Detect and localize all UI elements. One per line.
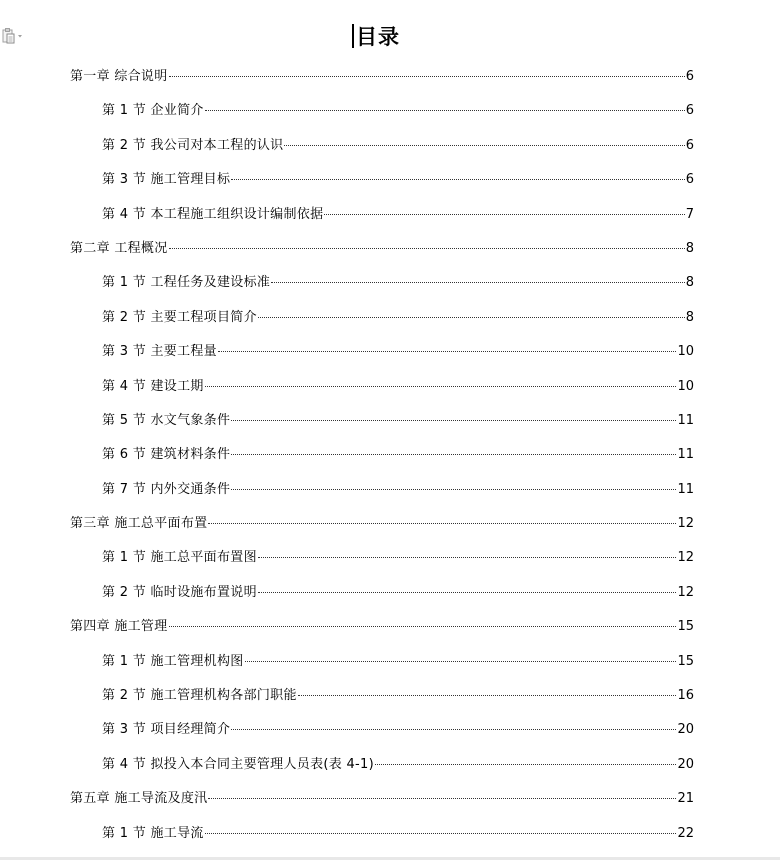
toc-entry-label: 第 3 节 施工管理目标	[102, 172, 231, 188]
title-area[interactable]	[352, 22, 400, 50]
toc-page-number: 7	[685, 206, 694, 222]
toc-entry-label: 第 2 节 我公司对本工程的认识	[102, 137, 284, 153]
toc-section-entry[interactable]	[0, 369, 780, 403]
toc-section-entry[interactable]	[0, 540, 780, 574]
toc-page-number: 15	[677, 619, 694, 635]
toc-entry-content	[102, 102, 694, 120]
toc-entry-label: 第 1 节 施工管理机构图	[102, 653, 244, 669]
toc-page-number: 11	[677, 481, 694, 497]
toc-entry-content	[102, 825, 694, 843]
toc-entry-label: 第 7 节 内外交通条件	[102, 481, 231, 497]
toc-page-number: 11	[677, 412, 694, 428]
toc-entry-label: 第 5 节 水文气象条件	[102, 412, 231, 428]
toc-page-number: 20	[677, 756, 694, 772]
toc-entry-content	[102, 137, 694, 155]
toc-entry-label: 第 3 节 主要工程量	[102, 344, 217, 360]
toc-entry-content	[102, 549, 694, 567]
toc-section-entry[interactable]	[0, 403, 780, 437]
toc-chapter-entry[interactable]	[0, 609, 780, 643]
toc-page-number: 8	[685, 275, 694, 291]
toc-dot-leader	[375, 764, 676, 765]
paste-options-icon[interactable]	[2, 28, 24, 44]
toc-entry-label: 第二章 工程概况	[70, 240, 168, 256]
toc-entry-content	[102, 721, 694, 739]
toc-dot-leader	[258, 557, 677, 558]
toc-dot-leader	[205, 833, 677, 834]
toc-entry-content	[70, 618, 694, 636]
toc-dot-leader	[231, 454, 676, 455]
toc-entry-label: 第 2 节 施工管理机构各部门职能	[102, 688, 297, 704]
toc-page-number: 10	[677, 378, 694, 394]
toc-entry-label: 第 2 节 临时设施布置说明	[102, 584, 257, 600]
toc-page-number: 20	[677, 722, 694, 738]
toc-dot-leader	[208, 798, 676, 799]
toc-dot-leader	[258, 592, 677, 593]
toc-entry-label: 第 1 节 施工总平面布置图	[102, 550, 257, 566]
toc-page-number: 12	[677, 584, 694, 600]
toc-page-number: 21	[677, 791, 694, 807]
toc-page-number: 8	[685, 240, 694, 256]
toc-page-number: 6	[685, 137, 694, 153]
toc-section-entry[interactable]	[0, 712, 780, 746]
toc-chapter-entry[interactable]	[0, 781, 780, 815]
toc-dot-leader	[208, 523, 676, 524]
table-of-contents	[0, 59, 780, 850]
toc-entry-label: 第 3 节 项目经理简介	[102, 722, 231, 738]
toc-section-entry[interactable]	[0, 334, 780, 368]
toc-entry-label: 第 4 节 本工程施工组织设计编制依据	[102, 206, 324, 222]
toc-entry-content	[102, 481, 694, 499]
toc-dot-leader	[169, 76, 685, 77]
toc-dot-leader	[218, 351, 676, 352]
toc-entry-content	[102, 412, 694, 430]
toc-page-number: 22	[677, 825, 694, 841]
toc-entry-content	[102, 309, 694, 327]
text-cursor	[352, 24, 354, 48]
toc-section-entry[interactable]	[0, 197, 780, 231]
toc-entry-content	[102, 584, 694, 602]
toc-section-entry[interactable]	[0, 816, 780, 850]
toc-dot-leader	[284, 145, 684, 146]
toc-dot-leader	[231, 729, 676, 730]
toc-entry-content	[102, 653, 694, 671]
toc-dot-leader	[245, 661, 677, 662]
toc-section-entry[interactable]	[0, 300, 780, 334]
toc-page-number: 10	[677, 344, 694, 360]
toc-entry-content	[102, 274, 694, 292]
toc-chapter-entry[interactable]	[0, 231, 780, 265]
toc-dot-leader	[231, 179, 684, 180]
toc-entry-content	[70, 68, 694, 86]
toc-entry-content	[102, 343, 694, 361]
toc-entry-label: 第 6 节 建筑材料条件	[102, 447, 231, 463]
toc-section-entry[interactable]	[0, 747, 780, 781]
toc-entry-content	[70, 515, 694, 533]
toc-entry-label: 第 1 节 企业简介	[102, 103, 204, 119]
toc-page-number: 6	[685, 172, 694, 188]
toc-entry-content	[102, 446, 694, 464]
toc-page-number: 16	[677, 688, 694, 704]
toc-section-entry[interactable]	[0, 437, 780, 471]
toc-page-number: 12	[677, 550, 694, 566]
toc-page-number: 6	[685, 69, 694, 84]
toc-dot-leader	[258, 317, 685, 318]
toc-page-number: 8	[685, 309, 694, 325]
toc-dot-leader	[231, 420, 676, 421]
page-title[interactable]: 目录	[356, 24, 400, 49]
toc-chapter-entry[interactable]	[0, 59, 780, 93]
toc-section-entry[interactable]	[0, 128, 780, 162]
toc-entry-label: 第 2 节 主要工程项目简介	[102, 309, 257, 325]
toc-entry-content	[70, 240, 694, 258]
toc-page-number: 15	[677, 653, 694, 669]
toc-section-entry[interactable]	[0, 644, 780, 678]
toc-dot-leader	[205, 386, 677, 387]
toc-entry-content	[102, 171, 694, 189]
toc-page-number: 6	[685, 103, 694, 119]
toc-entry-label: 第 1 节 工程任务及建设标准	[102, 275, 271, 291]
toc-entry-label: 第四章 施工管理	[70, 619, 168, 635]
toc-dot-leader	[205, 110, 685, 111]
toc-entry-label: 第五章 施工导流及度汛	[70, 791, 208, 807]
toc-page-number: 12	[677, 516, 694, 532]
toc-section-entry[interactable]	[0, 472, 780, 506]
toc-entry-label: 第 4 节 建设工期	[102, 378, 204, 394]
toc-entry-content	[102, 687, 694, 705]
toc-entry-content	[102, 206, 694, 224]
toc-entry-label: 第三章 施工总平面布置	[70, 516, 208, 532]
toc-entry-label: 第一章 综合说明	[70, 69, 168, 84]
toc-dot-leader	[324, 214, 684, 215]
toc-dot-leader	[231, 489, 676, 490]
toc-entry-label: 第 4 节 拟投入本合同主要管理人员表(表 4-1)	[102, 756, 374, 772]
toc-dot-leader	[298, 695, 677, 696]
toc-page-number: 11	[677, 447, 694, 463]
toc-chapter-entry[interactable]	[0, 506, 780, 540]
toc-section-entry[interactable]	[0, 265, 780, 299]
toc-section-entry[interactable]	[0, 575, 780, 609]
toc-entry-label: 第 1 节 施工导流	[102, 825, 204, 841]
toc-entry-content	[102, 378, 694, 396]
toc-entry-content	[70, 790, 694, 808]
toc-section-entry[interactable]	[0, 678, 780, 712]
toc-section-entry[interactable]	[0, 93, 780, 127]
toc-dot-leader	[169, 626, 677, 627]
toc-dot-leader	[169, 248, 685, 249]
toc-section-entry[interactable]	[0, 162, 780, 196]
toc-entry-content	[102, 756, 694, 774]
toc-dot-leader	[271, 282, 685, 283]
